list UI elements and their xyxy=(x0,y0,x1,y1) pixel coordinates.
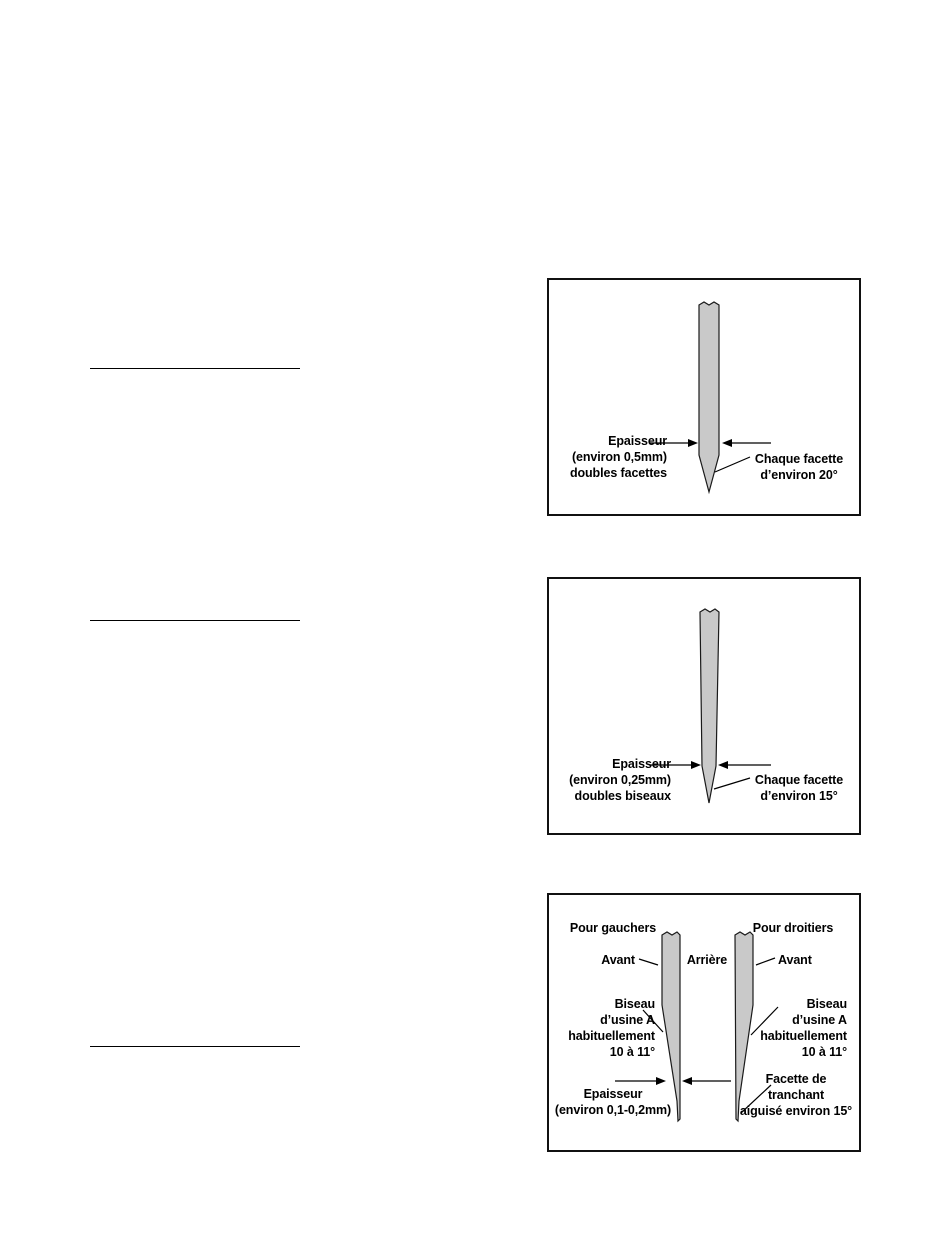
separator-line-2 xyxy=(90,620,300,621)
label-front-right: Avant xyxy=(778,953,812,967)
blade-1 xyxy=(699,302,719,492)
label-edge-facet: Facette de tranchant aiguisé environ 15° xyxy=(739,1072,853,1118)
facet-label-1: Chaque facette d’environ 20° xyxy=(754,452,844,482)
separator-line-3 xyxy=(90,1046,300,1047)
leader-front-left xyxy=(639,959,658,965)
title-right-handed: Pour droitiers xyxy=(752,921,834,935)
label-back: Arrière xyxy=(686,953,728,967)
label-factory-bevel-right: Biseau d’usine A habituellement 10 à 11° xyxy=(760,997,847,1059)
label-factory-bevel-left: Biseau d’usine A habituellement 10 à 11° xyxy=(568,997,655,1059)
diagram-double-facet-20 xyxy=(547,278,861,516)
diagram-double-bevel-15 xyxy=(547,577,861,835)
title-left-handed: Pour gauchers xyxy=(569,921,657,935)
arrowhead-1b xyxy=(722,439,732,447)
arrowhead-3b xyxy=(682,1077,692,1085)
label-thickness-3: Epaisseur (environ 0,1-0,2mm) xyxy=(554,1087,672,1117)
arrowhead-3a xyxy=(656,1077,666,1085)
thickness-label-1: Epaisseur (environ 0,5mm) doubles facettes xyxy=(569,434,667,480)
separator-line-1 xyxy=(90,368,300,369)
arrowhead-2a xyxy=(691,761,701,769)
thickness-label-2: Epaisseur (environ 0,25mm) doubles biseaux xyxy=(569,757,671,803)
arrowhead-1a xyxy=(688,439,698,447)
leader-front-right xyxy=(756,958,775,965)
blade-2 xyxy=(700,609,719,803)
arrowhead-2b xyxy=(718,761,728,769)
facet-label-2: Chaque facette d’environ 15° xyxy=(754,773,844,803)
label-front-left: Avant xyxy=(601,953,635,967)
diagram-left-right-handed xyxy=(547,893,861,1152)
